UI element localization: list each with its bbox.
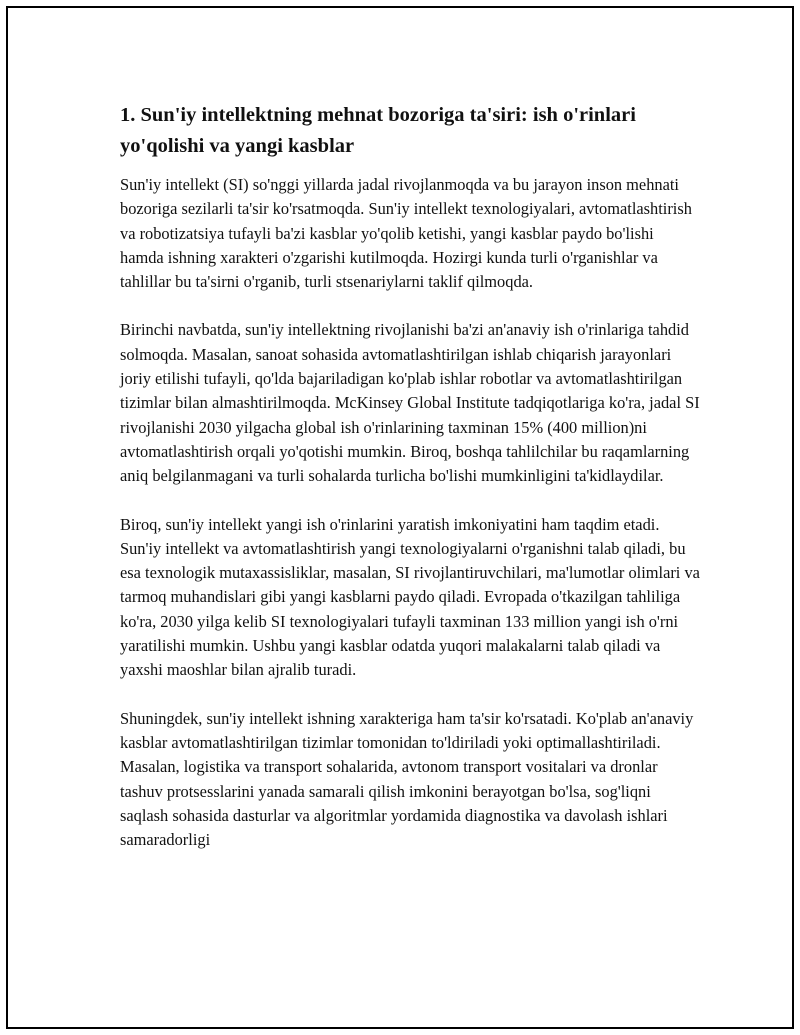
paragraph-new-jobs: Biroq, sun'iy intellekt yangi ish o'rinlarini yaratish imkoniyatini ham taqdim etadi. Sun'iy intellekt va avtomatlashtirish yangi texnologiyalarni o'rganishni talab qiladi, bu esa texnologik mutaxassisliklar, masalan, SI rivojlantiruvchilari, ma'lumotlar olimlari va tarmoq muhandislari gibi yangi kasblarni paydo qiladi. Evropada o'tkazilgan tahliliga ko'ra, 2030 yilga kelib SI texnologiyalari tufayli taxminan 133 million yangi ish o'rni yaratilishi mumkin. Ushbu yangi kasblar odatda yuqori malakalarni talab qiladi va yaxshi maoshlar bilan ajralib turadi. [120,514,700,680]
section-heading: 1. Sun'iy intellektning mehnat bozoriga ta'siri: ish o'rinlari yo'qolishi va yangi kasblar [120,104,636,157]
page-frame [6,6,794,1029]
paragraph-intro: Sun'iy intellekt (SI) so'nggi yillarda jadal rivojlanmoqda va bu jarayon inson mehnati bozoriga sezilarli ta'sir ko'rsatmoqda. Sun'iy intellekt texnologiyalari, avtomatlashtirish va robotizatsiya tufayli ba'zi kasblar yo'qolib ketishi, yangi kasblar paydo bo'lishi hamda ishning xarakteri o'zgarishi kutilmoqda. Hozirgi kunda turli o'rganishlar va tahlillar bu ta'sirni o'rganib, turli stsenariylarni taklif qilmoqda. [120,175,692,292]
paragraph-job-threats: Birinchi navbatda, sun'iy intellektning rivojlanishi ba'zi an'anaviy ish o'rinlariga tahdid solmoqda. Masalan, sanoat sohasida avtomatlashtirilgan ishlab chiqarish jarayonlari joriy etilishi tufayli, qo'lda bajariladigan ko'plab ishlar robotlar va avtomatlashtirilgan tizimlar bilan almashtirilmoqda. McKinsey Global Institute tadqiqotlariga ko'ra, jadal SI rivojlanishi 2030 yilgacha global ish o'rinlarining taxminan 15% (400 million)ni avtomatlashtirish orqali yo'qotishi mumkin. Biroq, boshqa tahlilchilar bu raqamlarning aniq belgilanmagani va turli sohalarda turlicha bo'lishi mumkinligini ta'kidlaydilar. [120,320,700,486]
paragraph-work-character: Shuningdek, sun'iy intellekt ishning xarakteriga ham ta'sir ko'rsatadi. Ko'plab an'anaviy kasblar avtomatlashtirilgan tizimlar tomonidan to'ldiriladi yoki optimallashtiriladi. Masalan, logistika va transport sohalarida, avtonom transport vositalari va dronlar tashuv protsesslarini yanada samarali qilish imkonini berayotgan bo'lsa, sog'liqni saqlash sohasida dasturlar va algoritmlar yordamida diagnostika va davolash ishlari samaradorligi [120,708,694,850]
document-body [120,100,700,876]
